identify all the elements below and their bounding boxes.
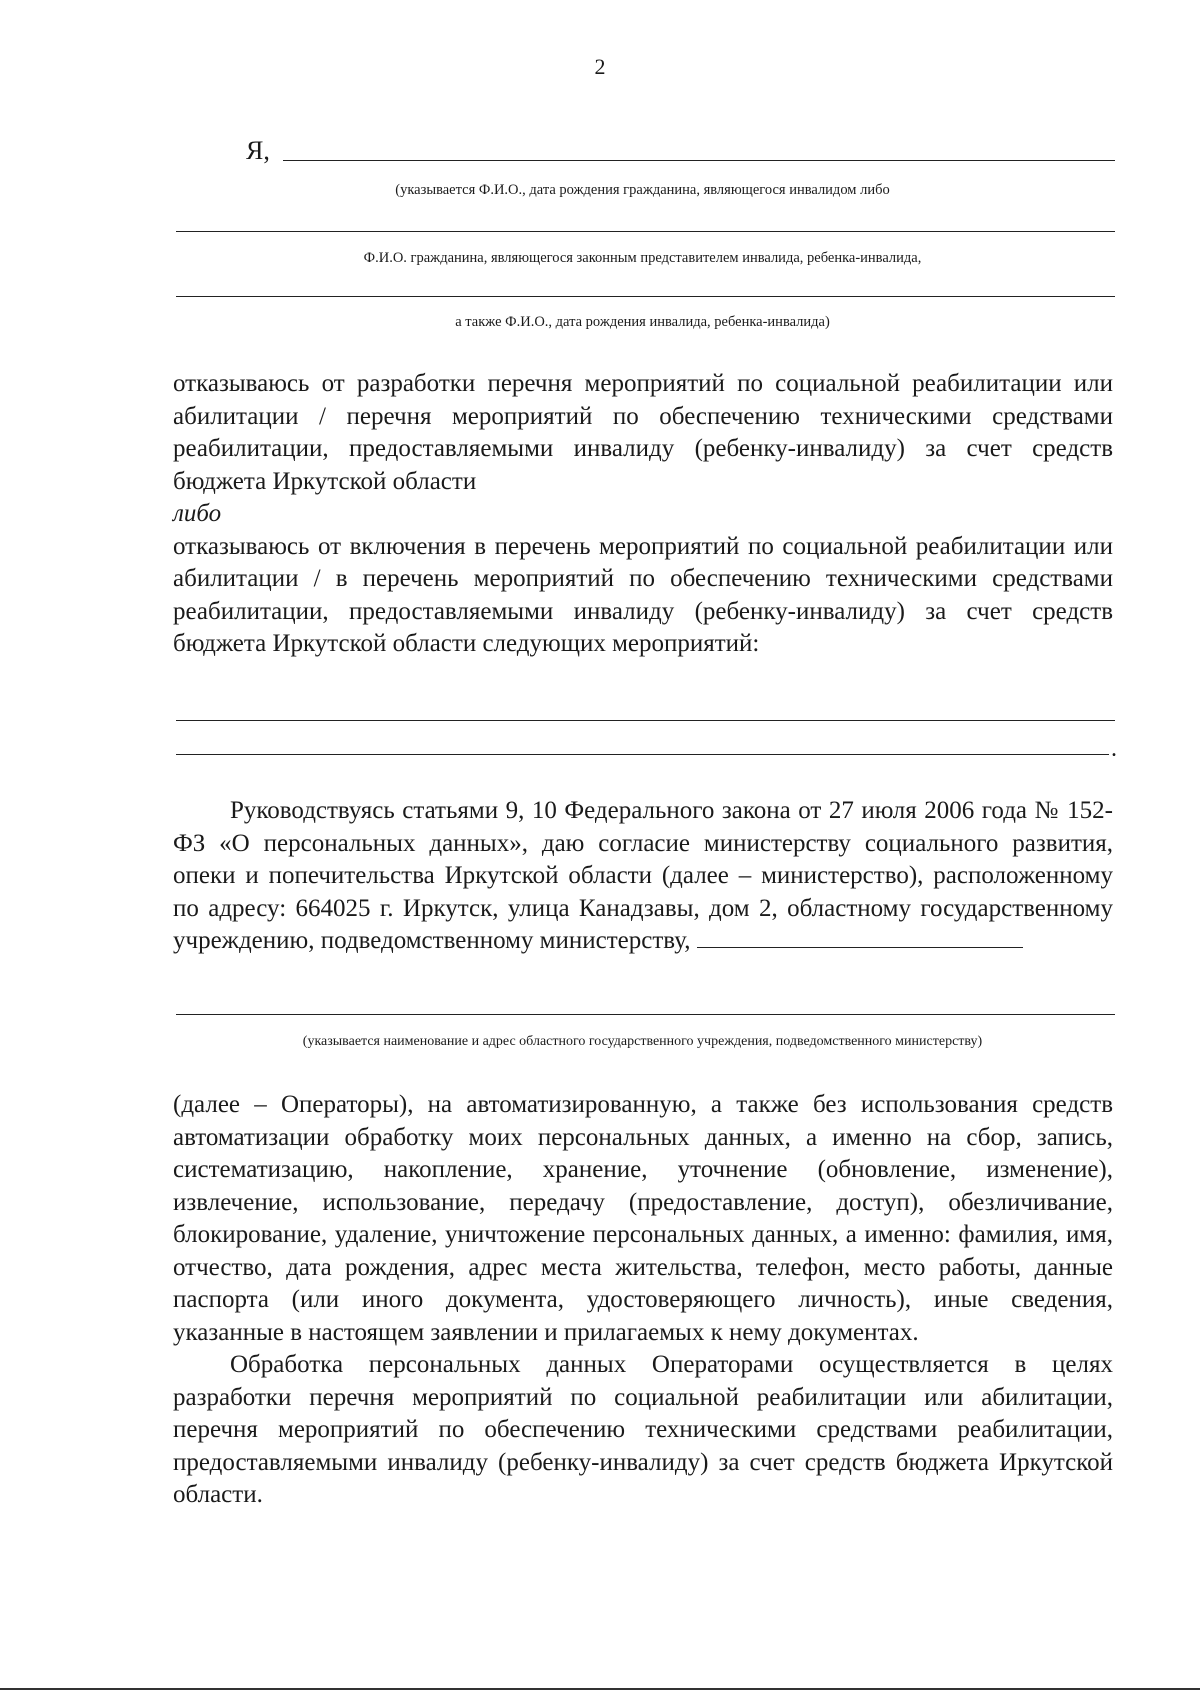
measures-list-end: . xyxy=(1111,736,1117,762)
refusal-section xyxy=(173,368,1113,661)
applicant-name-line[interactable] xyxy=(283,160,1115,161)
measures-line-2[interactable] xyxy=(176,754,1109,755)
refusal-option-2: отказываюсь от включения в перечень мероприятий по социальной реабилитации или абилитации / в перечень мероприятий по обеспечению техническими средствами реабилитации, предоставляемыми инвалиду (ребенку-инвалиду) за счет средств бюджета Иркутской области следующих мероприятий: xyxy=(173,532,1113,657)
refusal-option-1: отказываюсь от разработки перечня мероприятий по социальной реабилитации или абилитации / перечня мероприятий по обеспечению техническими средствами реабилитации, предоставляемыми инвалиду (ребенку-инвалиду) за счет средств бюджета Иркутской области xyxy=(173,370,1113,495)
consent-paragraph-1-text: Руководствуясь статьями 9, 10 Федерального закона от 27 июля 2006 года № 152-ФЗ «О персональных данных», даю согласие министерству социального развития, опеки и попечительства Иркутской области (далее – министерство), расположенному по адресу: 664025 г. Иркутск, улица Канадзавы, дом 2, областному государственному учреждению, подведомственному министерству, xyxy=(173,797,1113,954)
consent-paragraph-2: (далее – Операторы), на автоматизированную, а также без использования средств автоматизации обработку моих персональных данных, а именно на сбор, запись, систематизацию, накопление, хранение, уточнение (обновление, изменение), извлечение, использование, передачу (предоставление, доступ), обезличивание, блокирование, удаление, уничтожение персональных данных, а именно: фамилия, имя, отчество, дата рождения, адрес места жительства, телефон, место работы, данные паспорта (или иного документа, удостоверяющего личность), иные сведения, указанные в настоящем заявлении и прилагаемых к нему документах. xyxy=(173,1091,1113,1346)
refusal-separator: либо xyxy=(173,500,222,527)
consent-paragraph-3: Обработка персональных данных Операторами осуществляется в целях разработки перечня мероприятий по социальной реабилитации или абилитации, перечня мероприятий по обеспечению техническими средствами реабилитации, предоставляемыми инвалиду (ребенку-инвалиду) за счет средств бюджета Иркутской области. xyxy=(173,1351,1113,1508)
applicant-caption-2: Ф.И.О. гражданина, являющегося законным представителем инвалида, ребенка-инвалида, xyxy=(363,250,922,266)
applicant-line-3[interactable] xyxy=(176,296,1115,297)
measures-line-1[interactable] xyxy=(176,720,1115,721)
page-number: 2 xyxy=(594,54,606,79)
institution-name-line[interactable] xyxy=(697,946,1023,948)
applicant-caption-3: а также Ф.И.О., дата рождения инвалида, ребенка-инвалида) xyxy=(455,314,830,330)
consent-paragraph-1 xyxy=(173,795,1113,958)
applicant-label: Я, xyxy=(246,136,270,165)
applicant-caption-1: (указывается Ф.И.О., дата рождения гражданина, являющегося инвалидом либо xyxy=(395,182,890,198)
consent-body xyxy=(173,1089,1113,1512)
page-bottom-rule xyxy=(0,1688,1200,1690)
applicant-line-2[interactable] xyxy=(176,231,1115,232)
institution-caption: (указывается наименование и адрес областного государственного учреждения, подведомственного министерству) xyxy=(302,1034,983,1049)
institution-line-2[interactable] xyxy=(176,1014,1115,1015)
